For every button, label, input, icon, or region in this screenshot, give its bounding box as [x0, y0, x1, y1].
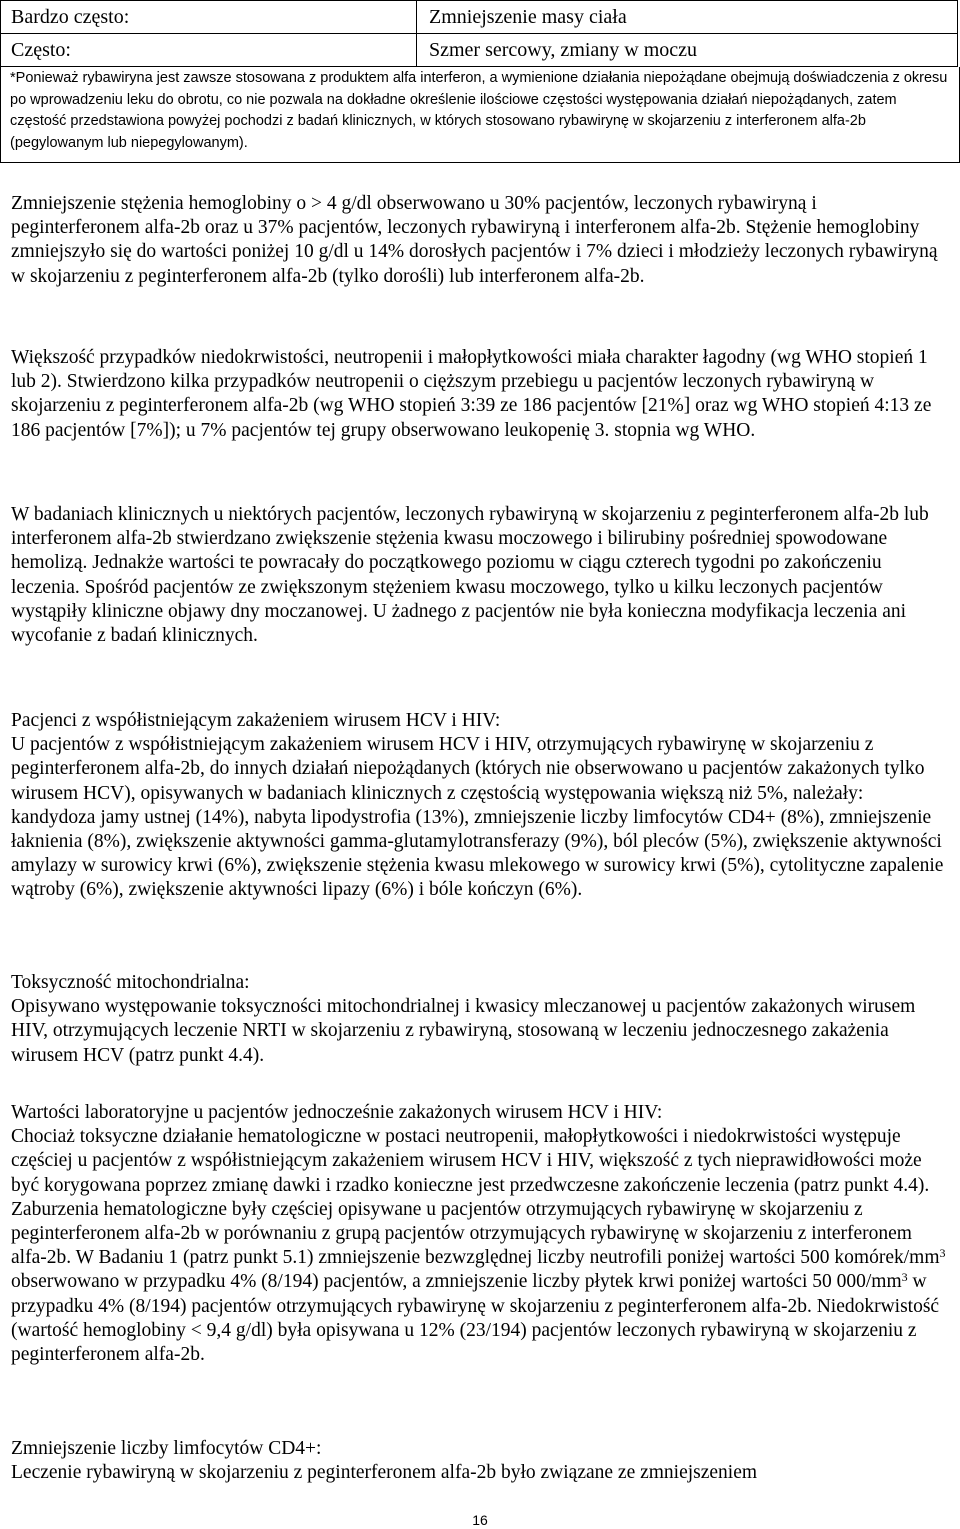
- superscript: 3: [939, 1246, 946, 1261]
- section-heading: Zmniejszenie liczby limfocytów CD4+:: [11, 1438, 322, 1459]
- section-text: Leczenie rybawiryną w skojarzeniu z peginterferonem alfa-2b było związane ze zmniejszeniem: [11, 1462, 758, 1484]
- uric-acid-paragraph: W badaniach klinicznych u niektórych pacjentów, leczonych rybawiryną w skojarzeniu z peginterferonem alfa-2b lub interferonem alfa-2b stwierdzano zwiększenie stężenia kwasu moczowego i bilirubiny pośredniej spowodowane hemolizą. Jednakże wartości te powracały do początkowego poziomu w ciągu czterech tygodni po zakończeniu leczenia. Spośród pacjentów ze zwiększonym stężeniem kwasu moczowego, tylko u kilku leczonych pacjentów wystąpiły kliniczne objawy dny moczanowej. U żadnego z pacjentów nie była konieczna modyfikacja leczenia ani wycofanie z badań klinicznych.: [11, 504, 929, 647]
- neutropenia-paragraph: Większość przypadków niedokrwistości, neutropenii i małopłytkowości miała charakter łagodny (wg WHO stopień 1 lub 2). Stwierdzono kilka przypadków neutropenii o cięższym przebiegu u pacjentów leczonych rybawiryną w skojarzeniu z peginterferonem alfa-2b (wg WHO stopień 3:39 ze 186 pacjentów [21%] oraz wg WHO stopień 4:13 ze 186 pacjentów [7%]); u 7% pacjentów tej grupy obserwowano leukopenię 3. stopnia wg WHO.: [11, 347, 932, 441]
- hcv-hiv-section: [11, 709, 946, 903]
- cd4-section: [11, 1437, 946, 1485]
- frequency-label: Bardzo często:: [1, 1, 417, 34]
- section-text: U pacjentów z współistniejącym zakażeniem wirusem HCV i HIV, otrzymujących rybawirynę w skojarzeniu z peginterferonem alfa-2b, do innych działań niepożądanych (których nie obserwowano u pacjentów zakażonych tylko wirusem HCV), opisywanych w badaniach klinicznych z częstością występowania większą niż 5%, należały: kandydoza jamy ustnej (14%), nabyta lipodystrofia (13%), zmniejszenie liczby limfocytów CD4+ (8%), zmniejszenie łaknienia (8%), zwiększenie aktywności gamma-glutamylotransferazy (9%), ból pleców (5%), zwiększenie aktywności amylazy w surowicy krwi (6%), zwiększenie stężenia kwasu mlekowego w surowicy krwi (5%), cytolityczne zapalenie wątroby (6%), zwiększenie aktywności lipazy (6%) i bóle kończyn (6%).: [11, 734, 944, 901]
- page-number: 16: [472, 1512, 488, 1528]
- table-footnote: *Ponieważ rybawiryna jest zawsze stosowana z produktem alfa interferon, a wymienione działania niepożądane obejmują doświadczenia z okresu po wprowadzeniu leku do obrotu, co nie pozwala na dokładne określenie ilościowe częstości występowania działań niepożądanych, zatem częstość przedstawiona powyżej pochodzi z badań klinicznych, w których stosowano rybawirynę w skojarzeniu z interferonem alfa-2b (pegylowanym lub niepegylowanym).: [10, 70, 948, 151]
- section-heading: Wartości laboratoryjne u pacjentów jednocześnie zakażonych wirusem HCV i HIV:: [11, 1102, 663, 1123]
- frequency-label: Często:: [1, 34, 417, 67]
- table-row: [1, 34, 958, 67]
- lab-values-section: [11, 1101, 946, 1367]
- superscript: 3: [901, 1270, 908, 1285]
- adverse-effect-value: Zmniejszenie masy ciała: [417, 1, 958, 34]
- frequency-table: [0, 0, 958, 67]
- hemoglobin-paragraph: Zmniejszenie stężenia hemoglobiny o > 4 g/dl obserwowano u 30% pacjentów, leczonych rybawiryną i peginterferonem alfa-2b oraz u 37% pacjentów, leczonych rybawiryną i interferonem alfa-2b. Stężenie hemoglobiny zmniejszyło się do wartości poniżej 10 g/dl u 14% dorosłych pacjentów i 7% dzieci i młodzieży leczonych rybawiryną w skojarzeniu z peginterferonem alfa-2b (tylko dorośli) lub interferonem alfa-2b.: [11, 193, 938, 287]
- mitochondrial-section: [11, 971, 946, 1068]
- adverse-effect-value: Szmer sercowy, zmiany w moczu: [417, 34, 958, 67]
- section-text: Chociaż toksyczne działanie hematologiczne w postaci neutropenii, małopłytkowości i niedokrwistości występuje częściej u pacjentów z współistniejącym zakażeniem wirusem HCV i HIV, większość z tych nieprawidłowości może być korygowana poprzez zmianę dawki i rzadko konieczne jest przedwczesne zakończenie leczenia (patrz punkt 4.4). Zaburzenia hematologiczne były częściej opisywane u pacjentów otrzymujących rybawirynę w skojarzeniu z peginterferonem alfa-2b w porównaniu z grupą pacjentów otrzymujących rybawirynę w skojarzeniu z interferonem alfa-2b. W Badaniu 1 (patrz punkt 5.1) zmniejszenie bezwzględnej liczby neutrofili poniżej wartości 500 komórek/$mm^3$ obserwowano w przypadku 4% (8/194) pacjentów, a zmniejszenie liczby płytek krwi poniżej wartości 50 $000/mm^3$ w przypadku 4% (8/194) pacjentów otrzymujących rybawirynę w skojarzeniu z peginterferonem alfa-2b. Niedokrwistość (wartość hemoglobiny < 9,4 g/dl) była opisywana u 12% (23/194) pacjentów leczonych rybawiryną w skojarzeniu z peginterferonem alfa-2b.: [11, 1126, 946, 1366]
- table-row: [1, 1, 958, 34]
- section-heading: Toksyczność mitochondrialna:: [11, 972, 250, 993]
- section-heading: Pacjenci z współistniejącym zakażeniem wirusem HCV i HIV:: [11, 710, 501, 731]
- section-text: Opisywano występowanie toksyczności mitochondrialnej i kwasicy mleczanowej u pacjentów zakażonych wirusem HIV, otrzymujących leczenie NRTI w skojarzeniu z rybawiryną, stosowaną w leczeniu jednoczesnego zakażenia wirusem HCV (patrz punkt 4.4).: [11, 996, 916, 1066]
